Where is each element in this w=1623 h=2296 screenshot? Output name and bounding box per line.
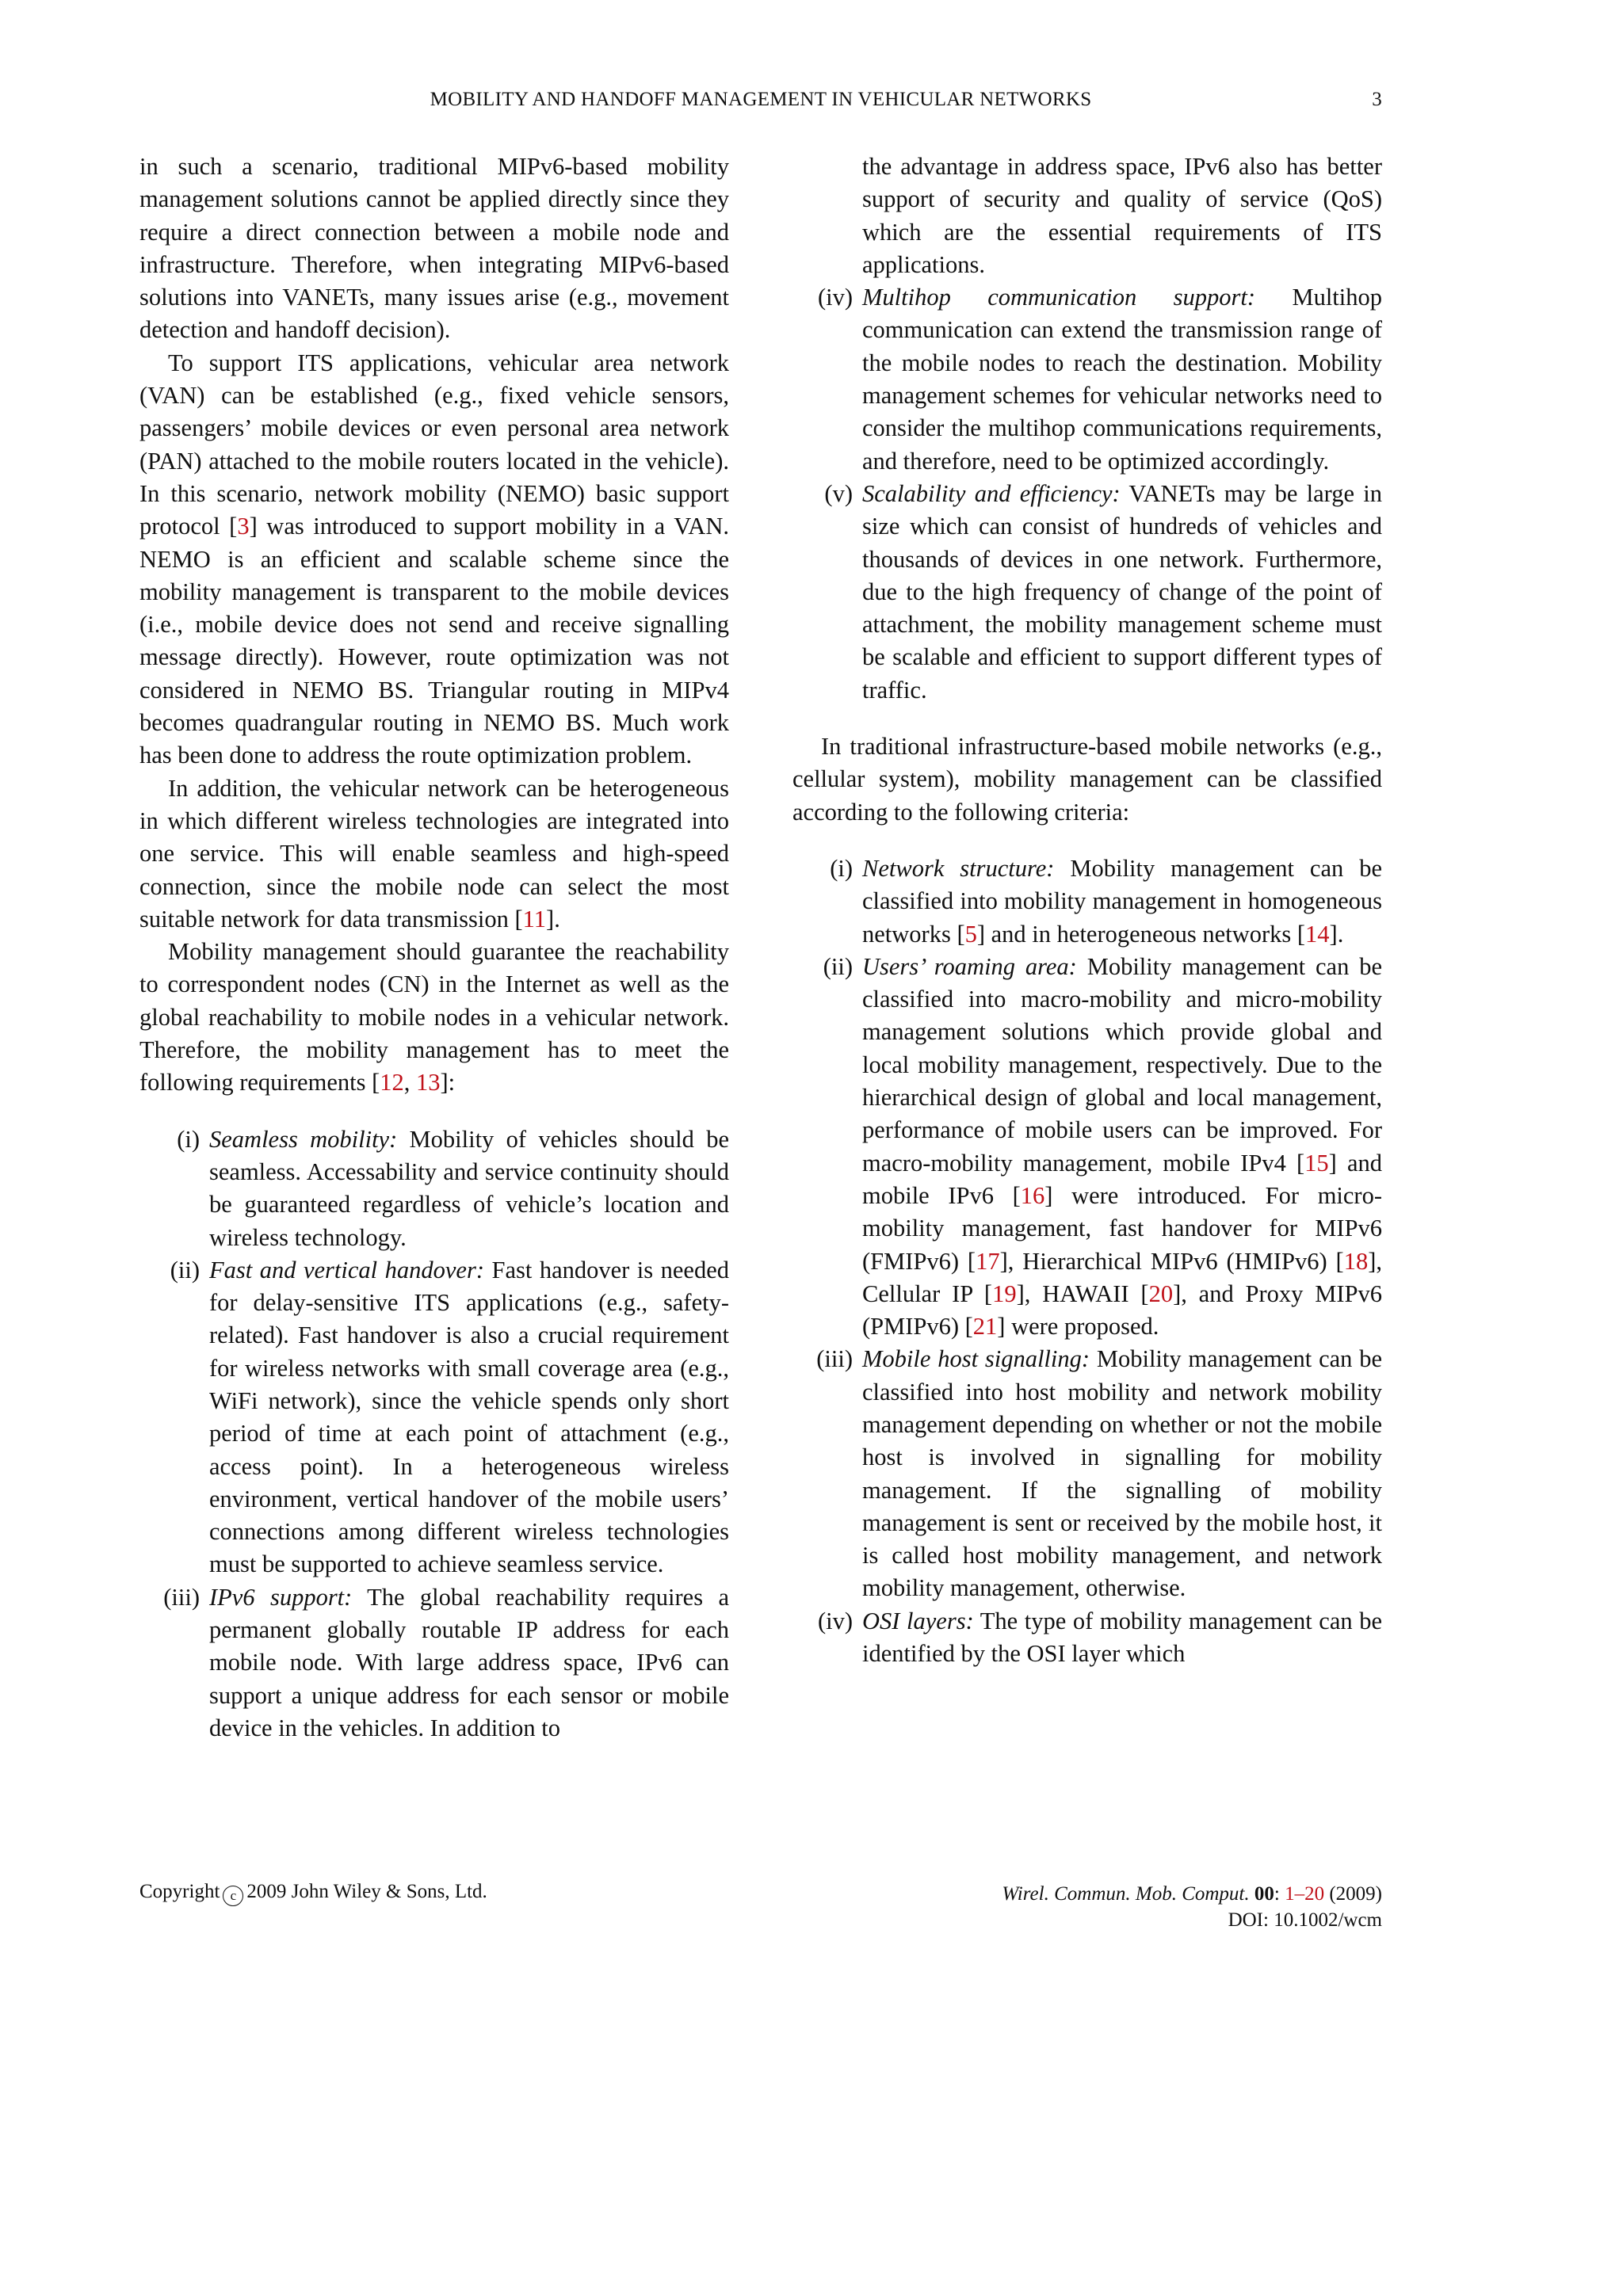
list-item: (ii) Fast and vertical handover: Fast handover is needed for delay-sensitive ITS applications (e.g., safety-related). Fast handover is also a crucial requirement for wireless networks with small coverage area (e.g., WiFi network), since the vehicle spends only short period of time at each point of attachment (e.g., access point). In a heterogeneous wireless environment, vertical handover of the mobile users’ connections among different wireless technologies must be supported to achieve seamless service. — [170, 1256, 730, 1578]
citation-link[interactable]: 14 — [1305, 920, 1330, 948]
running-head-title: MOBILITY AND HANDOFF MANAGEMENT IN VEHICULAR NETWORKS — [430, 89, 1092, 110]
copyright-icon: c — [223, 1886, 243, 1906]
list-item-term: Mobile host signalling: — [862, 1345, 1090, 1373]
list-item-term: IPv6 support: — [209, 1583, 353, 1611]
list-item-term: OSI layers: — [862, 1607, 974, 1634]
citation-link[interactable]: 19 — [992, 1280, 1017, 1307]
list-item: (i) Network structure: Mobility management can be classified into mobility management in homogeneous networks [5] and in heterogeneous networks [14]. — [830, 854, 1382, 948]
list-item: (iii) IPv6 support: The global reachability requires a permanent globally routable IP address for each mobile node. With large address space, IPv6 can support a unique address for each sensor or mobile device in the vehicles. In addition to — [163, 1583, 729, 1741]
running-head — [139, 89, 1382, 120]
list-item: (i) Seamless mobility: Mobility of vehicles should be seamless. Accessability and service continuity should be guaranteed regardless of vehicle’s location and wireless technology. — [177, 1125, 729, 1251]
citation-link[interactable]: 11 — [522, 905, 547, 933]
citation-link[interactable]: 18 — [1343, 1247, 1369, 1275]
paragraph: in such a scenario, traditional MIPv6-based mobility management solutions cannot be applied directly since they require a direct connection between a mobile node and infrastructure. Therefore, when integrating MIPv6-based solutions into VANETs, many issues arise (e.g., movement detection and handoff decision). — [139, 153, 729, 344]
criteria-list — [792, 852, 1382, 1670]
requirements-list — [139, 1123, 729, 1745]
copyright-notice: Copyright c 2009 John Wiley & Sons, Ltd. — [139, 1881, 487, 1906]
page-number: 3 — [1372, 89, 1382, 110]
paragraph: Mobility management should guarantee the reachability to correspondent nodes (CN) in the Internet as well as the global reachability to mobile nodes in a vehicular network. Therefore, the mobility management has to meet the following requirements [12, 13]: — [139, 938, 729, 1097]
paragraph: To support ITS applications, vehicular area network (VAN) can be established (e.g., fixed vehicle sensors, passengers’ mobile devices or even personal area network (PAN) attached to the mobile routers located in the vehicle). In this scenario, network mobility (NEMO) basic support protocol [3] was introduced to support mobility in a VAN. NEMO is an efficient and scalable scheme since the mobility management is transparent to the mobile devices (i.e., mobile device does not send and receive signalling message directly). However, route optimization was not considered in NEMO BS. Triangular routing in MIPv4 becomes quadrangular routing in NEMO BS. Much work has been done to address the route optimization problem. — [139, 349, 729, 769]
list-item: (ii) Users’ roaming area: Mobility management can be classified into macro-mobility and micro-mobility management solutions which provide global and local mobility management, respectively. Due to the hierarchical design of global and local management, performance of mobile users can be improved. For macro-mobility management, mobile IPv4 [15] and mobile IPv6 [16] were introduced. For micro-mobility management, fast handover for MIPv6 (FMIPv6) [17], Hierarchical MIPv6 (HMIPv6) [18], Cellular IP [19], HAWAII [20], and Proxy MIPv6 (PMIPv6) [21] were proposed. — [823, 952, 1383, 1341]
requirements-list-continued — [792, 151, 1382, 707]
list-item: (iii) Mobile host signalling: Mobility management can be classified into host mobility and network mobility management depending on whether or not the mobile host is involved in signalling for mobility management. If the signalling of mobility management is sent or received by the mobile host, it is called host mobility management, and network mobility management, otherwise. — [816, 1345, 1382, 1602]
list-item-term: Scalability and efficiency: — [862, 479, 1121, 507]
paragraph: In addition, the vehicular network can be heterogeneous in which different wireless technologies are integrated into one service. This will enable seamless and high-speed connection, since the mobile node can select the most suitable network for data transmission [11]. — [139, 774, 729, 933]
citation-link[interactable]: 17 — [976, 1247, 1000, 1275]
journal-citation: Wirel. Commun. Mob. Comput. 00: 1–20 (2009) DOI: 10.1002/wcm — [1002, 1881, 1382, 1933]
doi: DOI: 10.1002/wcm — [1228, 1909, 1382, 1931]
page-range-end-link[interactable]: 20 — [1304, 1883, 1325, 1905]
page-range-start-link[interactable]: 1 — [1285, 1883, 1295, 1905]
citation-link[interactable]: 16 — [1020, 1181, 1045, 1209]
citation-link[interactable]: 20 — [1148, 1280, 1174, 1307]
list-item-term: Seamless mobility: — [209, 1125, 398, 1153]
journal-name: Wirel. Commun. Mob. Comput. — [1002, 1883, 1250, 1905]
right-column — [792, 151, 1382, 1670]
citation-link[interactable]: 13 — [415, 1069, 441, 1097]
citation-link[interactable]: 21 — [972, 1313, 998, 1341]
list-item: (iv) Multihop communication support: Multihop communication can extend the transmission range of the mobile nodes to reach the destination. Mobility management schemes for vehicular networks need to consider the multihop communications requirements, and therefore, need to be optimized accordingly. — [817, 284, 1383, 475]
citation-link[interactable]: 15 — [1304, 1149, 1329, 1177]
citation-link[interactable]: 5 — [964, 920, 977, 948]
list-item-term: Network structure: — [862, 854, 1055, 882]
list-item-term: Multihop communication support: — [862, 284, 1256, 311]
list-item-term: Users’ roaming area: — [862, 952, 1077, 980]
paragraph: In traditional infrastructure-based mobile networks (e.g., cellular system), mobility management can be classified according to the following criteria: — [792, 733, 1382, 826]
list-item: (iv) OSI layers: The type of mobility management can be identified by the OSI layer which — [817, 1607, 1382, 1668]
left-column — [139, 151, 729, 1745]
list-item-continuation: the advantage in address space, IPv6 also has better support of security and quality of service (QoS) which are the essential requirements of ITS applications. — [862, 153, 1382, 278]
list-item: (v) Scalability and efficiency: VANETs may be large in size which can consist of hundreds of vehicles and thousands of devices in one network. Furthermore, due to the high frequency of change of the point of attachment, the mobility management scheme must be scalable and efficient to support different types of traffic. — [824, 479, 1382, 704]
citation-link[interactable]: 12 — [380, 1069, 404, 1097]
list-item-term: Fast and vertical handover: — [209, 1256, 484, 1283]
citation-link[interactable]: 3 — [237, 513, 250, 540]
